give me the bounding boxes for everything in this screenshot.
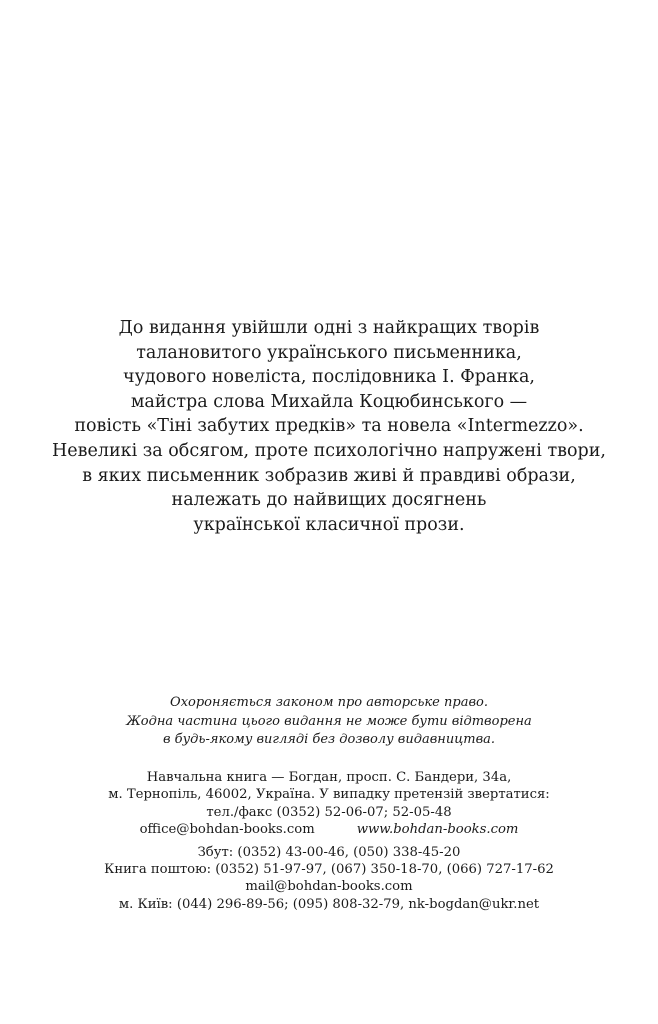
book-annotation [0,316,658,537]
annotation-line: повість «Тіні забутих предків» та новела «Intermezzo». [74,416,584,437]
copyright-notice [0,694,658,750]
kyiv-contacts: м. Київ: (044) 296-89-56; (095) 808-32-79, nk-bogdan@ukr.net [118,896,540,912]
annotation-line: чудового новеліста, послідовника І. Франка, [123,367,535,388]
copyright-line: в будь-якому вигляді без дозволу видавництва. [162,732,496,748]
website-link[interactable]: www.bohdan-books.com [356,822,519,838]
publisher-city: м. Тернопіль, 46002, Україна. У випадку претензій звертатися: [108,787,550,803]
annotation-line: майстра слова Михайла Коцюбинського — [130,391,528,412]
publisher-phone-fax: тел./факс (0352) 52-06-07; 52-05-48 [206,804,452,820]
office-email-link[interactable]: office@bohdan-books.com [139,822,315,838]
mail-order-email-link[interactable]: mail@bohdan-books.com [245,879,413,895]
annotation-line: української класичної прози. [193,514,465,535]
annotation-line: До видання увійшли одні з найкращих творів [118,318,540,338]
copyright-line: Охороняється законом про авторське право. [170,695,488,710]
annotation-line: належать до найвищих досягнень [171,490,487,511]
annotation-line: талановитого українського письменника, [136,342,522,363]
publisher-address: Навчальна книга — Богдан, просп. С. Бандери, 34а, [146,770,512,785]
publisher-info [0,769,658,913]
mail-order-phones: Книга поштою: (0352) 51-97-97, (067) 350-18-70, (066) 727-17-62 [104,862,554,878]
annotation-line: в яких письменник зобразив живі й правдиві образи, [82,465,576,486]
publisher-contacts [0,821,658,838]
copyright-line: Жодна частина цього видання не може бути відтворена [126,713,532,729]
annotation-line: Невеликі за обсягом, проте психологічно напружені твори, [52,440,606,461]
sales-phones: Збут: (0352) 43-00-46, (050) 338-45-20 [197,844,461,860]
